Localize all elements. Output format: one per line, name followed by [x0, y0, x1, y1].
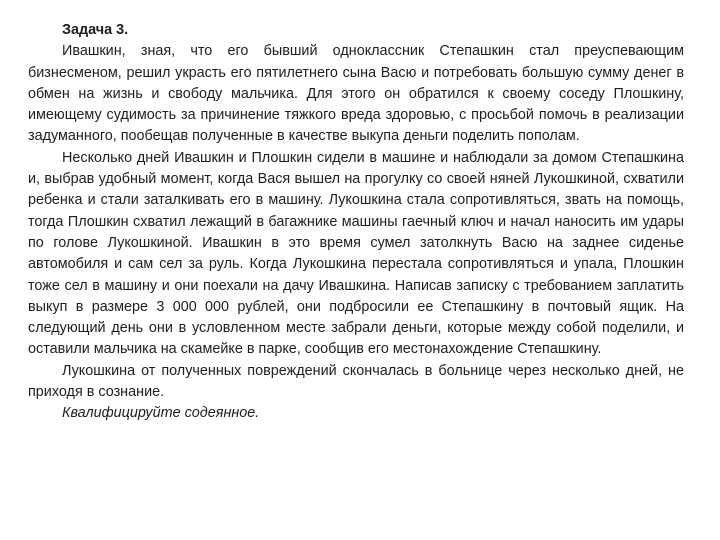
document-page: [28, 20, 684, 425]
paragraph-2: Несколько дней Ивашкин и Плошкин сидели в машине и наблюдали за домом Степашкина и, выбрав удобный момент, когда Вася вышел на прогулку со своей няней Лукошкиной, схватили ребенка и стали заталкивать его в машину. Лукошкина стала сопротивляться, звать на помощь, тогда Плошкин схватил лежащий в багажнике машины гаечный ключ и начал наносить им удары по голове Лукошкиной. Ивашкин в это время сумел затолкнуть Васю на заднее сиденье автомобиля и сам сел за руль. Когда Лукошкина перестала сопротивляться и упала, Плошкин тоже сел в машину и они поехали на дачу Ивашкина. Написав записку с требованием заплатить выкуп в размере 3 000 000 рублей, они подбросили ее Степашкину в почтовый ящик. На следующий день они в условленном месте забрали деньги, которые между собой поделили, и оставили мальчика на скамейке в парке, сообщив его местонахождение Степашкину.: [28, 149, 684, 358]
task-title: Задача 3.: [62, 22, 129, 38]
task-question: Квалифицируйте содеянное.: [62, 405, 260, 422]
paragraph-1: Ивашкин, зная, что его бывший одноклассник Степашкин стал преуспевающим бизнесменом, решил украсть его пятилетнего сына Васю и потребовать большую сумму денег в обмен на жизнь и свободу мальчика. Для этого он обратился к своему соседу Плошкину, имеющему судимость за причинение тяжкого вреда здоровью, с просьбой помочь в реализации задуманного, пообещав полученные в качестве выкупа деньги поделить пополам.: [28, 43, 684, 145]
paragraph-3: Лукошкина от полученных повреждений скончалась в больнице через несколько дней, не приходя в сознание.: [28, 362, 684, 401]
